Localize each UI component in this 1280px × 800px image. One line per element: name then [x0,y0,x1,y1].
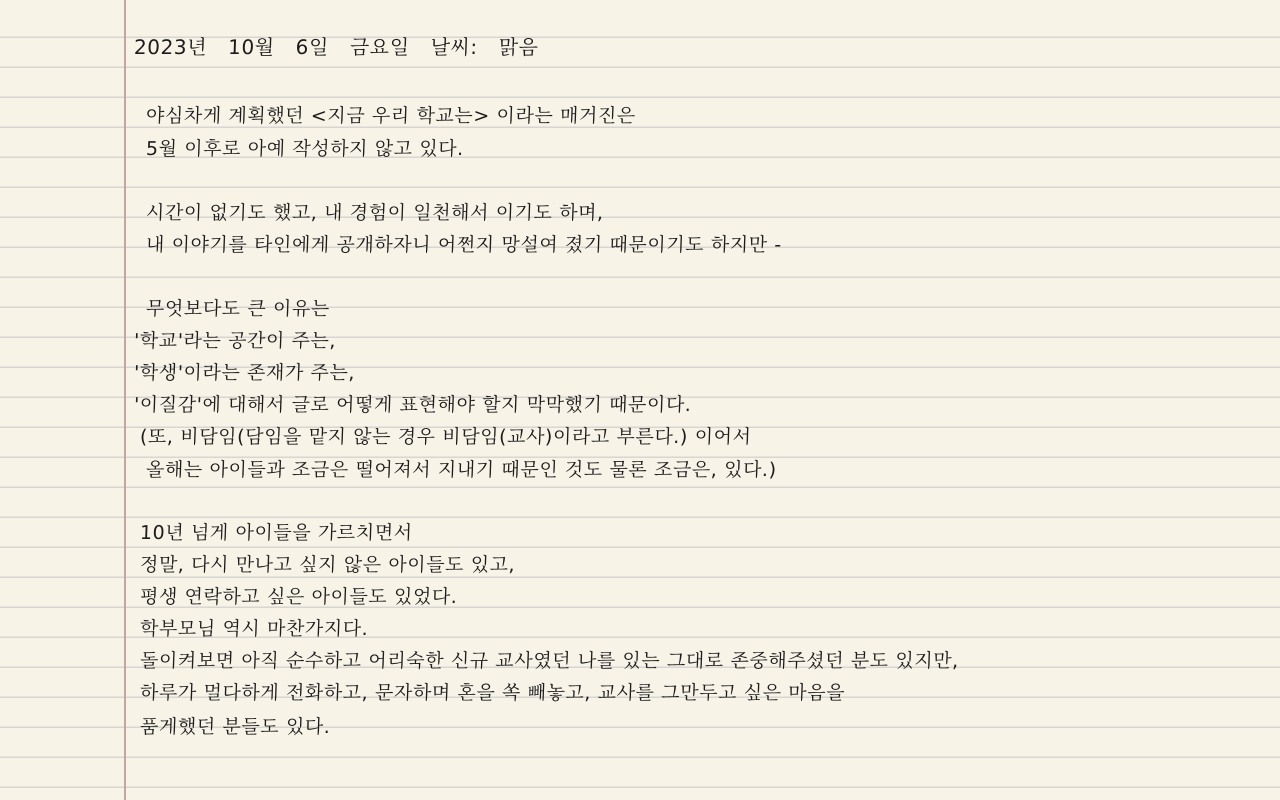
margin-line [124,0,126,800]
diary-line: 내 이야기를 타인에게 공개하자니 어쩐지 망설여 졌기 때문이기도 하지만 - [145,234,783,256]
diary-line: (또, 비담임(담임을 맡지 않는 경우 비담임(교사)이라고 부른다.) 이어서 [139,426,752,448]
diary-line: 무엇보다도 큰 이유는 [145,298,331,320]
diary-line: 5월 이후로 아예 작성하지 않고 있다. [145,138,465,160]
diary-line: 돌이켜보면 아직 순수하고 어리숙한 신규 교사였던 나를 있는 그대로 존중해주셨던 분도 있지만, [139,650,960,672]
diary-line: 학부모님 역시 마찬가지다. [139,618,369,640]
diary-line: 10년 넘게 아이들을 가르치면서 [139,522,414,544]
diary-line: '학생'이라는 존재가 주는, [133,362,356,384]
diary-line: 시간이 없기도 했고, 내 경험이 일천해서 이기도 하며, [145,202,605,224]
diary-line: '학교'라는 공간이 주는, [133,330,337,352]
diary-line: 야심차게 계획했던 <지금 우리 학교는> 이라는 매거진은 [145,105,637,127]
diary-line: 올해는 아이들과 조금은 떨어져서 지내기 때문인 것도 물론 조금은, 있다.) [145,459,778,481]
diary-line: 평생 연락하고 싶은 아이들도 있었다. [139,586,458,608]
diary-line: '이질감'에 대해서 글로 어떻게 표현해야 할지 막막했기 때문이다. [133,394,692,416]
diary-line: 정말, 다시 만나고 싶지 않은 아이들도 있고, [139,554,516,576]
diary-line: 품게했던 분들도 있다. [139,716,331,738]
diary-line: 하루가 멀다하게 전화하고, 문자하며 혼을 쏙 빼놓고, 교사를 그만두고 싶은 마음을 [139,682,846,704]
diary-date-weather-header: 2023년 10월 6일 금요일 날씨: 맑음 [133,35,539,59]
